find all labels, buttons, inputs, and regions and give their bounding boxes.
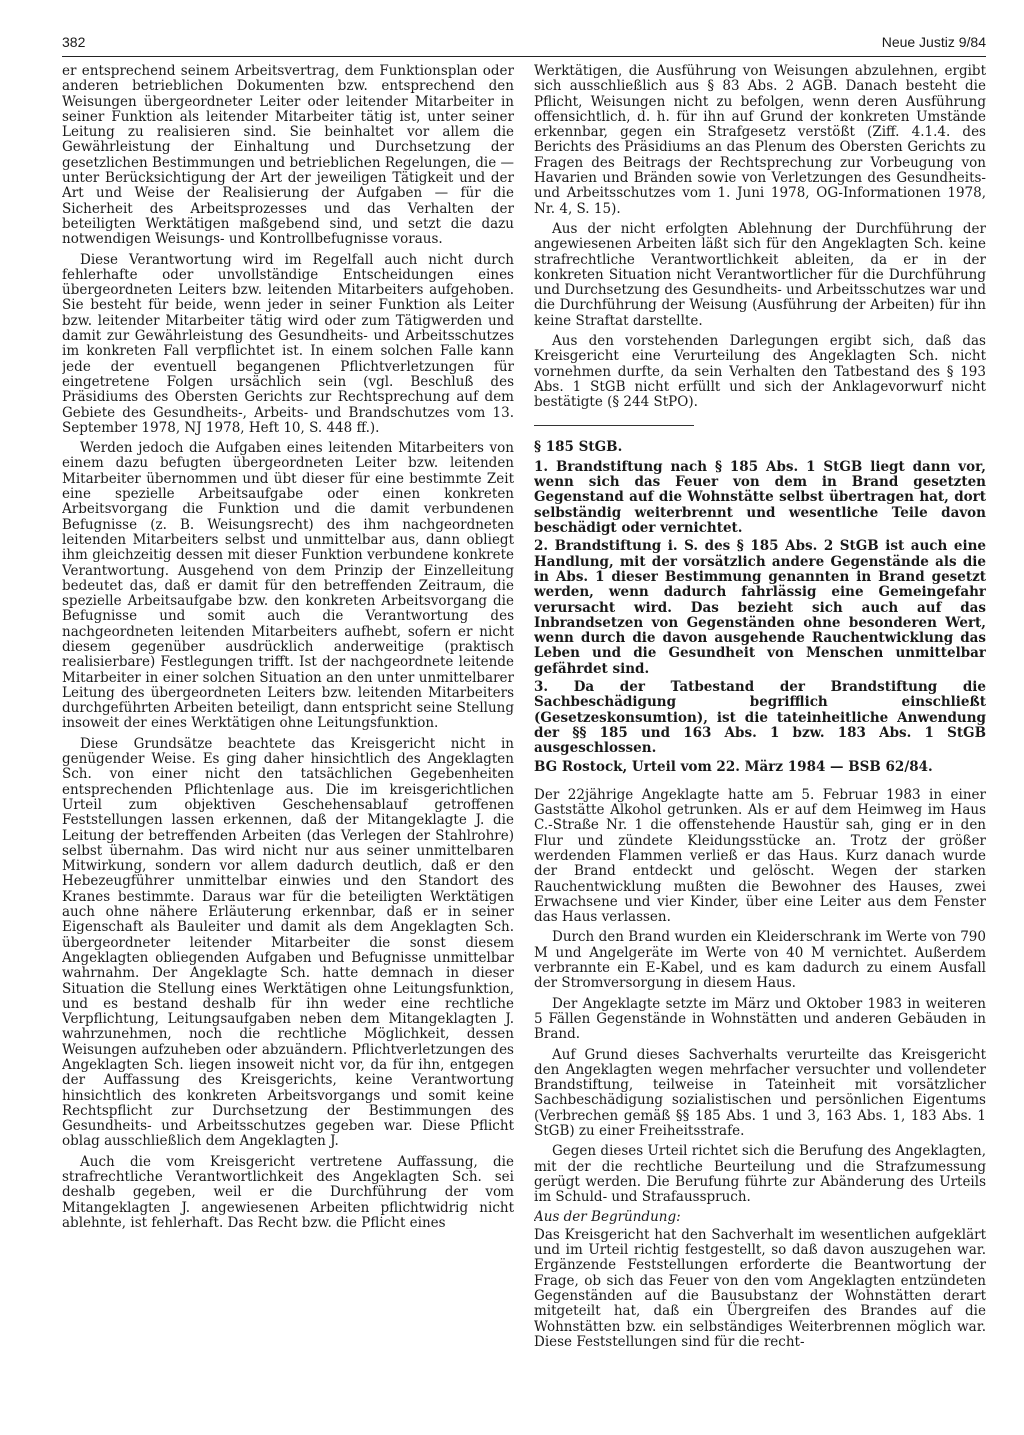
paragraph: Der Angeklagte setzte im März und Oktober 1983 in weiteren 5 Fällen Gegenstände in Wohnstätten und anderen Gebäuden in Brand. [534, 995, 986, 1043]
paragraph: Gegen dieses Urteil richtet sich die Berufung des Angeklagten, mit der die rechtliche Beurteilung und die Strafzumessung gerügt werden. Die Berufung führte zur Abänderung des Urteils im Schuld- und Strafausspruch. [534, 1143, 986, 1206]
page-number: 382 [62, 34, 86, 50]
headnote: 1. Brandstiftung nach § 185 Abs. 1 StGB liegt dann vor, wenn sich das Feuer von dem in Brand gesetzten Gegenstand auf die Wohnstätte selbst übertragen hat, dort selbständig weiterbrennt und wesentliche Teile davon beschädigt oder vernichtet. [534, 458, 986, 537]
paragraph: Aus der nicht erfolgten Ablehnung der Durchführung der angewiesenen Arbeiten läßt sich für den Angeklagten Sch. keine strafrechtliche Verantwortlichkeit ableiten, da er in der konkreten Situation nicht Verantwortlicher für die Durchführung und Durchsetzung des Gesundheits- und Arbeitsschutzes war und die Durchführung der Weisung (Ausführung der Arbeiten) für ihn keine Straftat darstellte. [534, 220, 986, 329]
section-divider [534, 425, 694, 426]
right-column [534, 64, 986, 1394]
paragraph: Diese Grundsätze beachtete das Kreisgericht nicht in genügender Weise. Es ging daher hinsichtlich des Angeklagten Sch. von einer nicht den tatsächlichen Gegebenheiten entsprechenden Pflichtenlage aus. Die im kreisgerichtlichen Urteil zum objektiven Geschehensablauf getroffenen Feststellungen lassen erkennen, daß der Mitangeklagte J. die Leitung der betreffenden Arbeiten (das Verlegen der Stahlrohre) selbst übernahm. Das wird nicht nur aus seiner unmittelbaren Mitwirkung, sondern vor allem dadurch deutlich, daß er den Hebezeugführer unmittelbar einwies und den Standort des Kranes bestimmte. Daraus war für die beteiligten Werktätigen auch ohne nähere Erläuterung erkennbar, daß er in seiner Eigenschaft als Bauleiter und damit als dem Angeklagten Sch. übergeordneter leitender Mitarbeiter die sonst diesem Angeklagten obliegenden Aufgaben und Befugnisse unmittelbar wahrnahm. Der Angeklagte Sch. hatte demnach in dieser Situation die Stellung eines Werktätigen ohne Leitungsfunktion, und es bestand deshalb für ihn weder eine rechtliche Verpflichtung, Leitungsaufgaben neben dem Mitangeklagten J. wahrzunehmen, noch die rechtliche Möglichkeit, dessen Weisungen aufzuheben oder abzuändern. Pflichtverletzungen des Angeklagten Sch. liegen insoweit nicht vor, da für ihn, entgegen der Auffassung des Kreisgerichts, keine Verantwortung hinsichtlich des konkreten Arbeitsvorgangs und somit keine Rechtspflicht zur Durchsetzung der Bestimmungen des Gesundheits- und Arbeitsschutzes gegeben war. Diese Pflicht oblag ausschließlich dem Angeklagten J. [62, 735, 514, 1150]
reasons-heading: Aus der Begründung: [534, 1209, 681, 1226]
paragraph: Werden jedoch die Aufgaben eines leitenden Mitarbeiters von einem dazu befugten übergeordneten Leiter bzw. leitenden Mitarbeiter übernommen und übt dieser für eine bestimmte Zeit eine spezielle Arbeitsaufgabe oder einen konkreten Arbeitsvorgang die Funktion und die damit verbundenen Befugnisse (z. B. Weisungsrecht) des ihm nachgeordneten leitenden Mitarbeiters selbst und unmittelbar aus, dann obliegt ihm gleichzeitig dessen mit dieser Funktion verbundene konkrete Verantwortung. Ausgehend von dem Prinzip der Einzelleitung bedeutet das, daß er damit für den betreffenden Zeitraum, die spezielle Arbeitsaufgabe bzw. den konkreten Arbeitsvorgang die Befugnisse und somit auch die Verantwortung des nachgeordneten leitenden Mitarbeiters aufhebt, sofern er nicht diesem gegenüber ausdrücklich anderweitige (praktisch realisierbare) Festlegungen trifft. Ist der nachgeordnete leitende Mitarbeiter in einer solchen Situation an den unter unmittelbarer Leitung des übergeordneten Leiters bzw. leitenden Mitarbeiters durchgeführten Arbeiten beteiligt, dann entspricht seine Stellung insoweit der eines Werktätigen ohne Leitungsfunktion. [62, 440, 514, 732]
left-column [62, 64, 514, 1394]
paragraph: Aus den vorstehenden Darlegungen ergibt sich, daß das Kreisgericht eine Verurteilung des Angeklagten Sch. nicht vornehmen durfte, da sein Verhalten den Tatbestand des § 193 Abs. 1 StGB nicht erfüllt und sich der Anklagevorwurf nicht bestätigte (§ 244 StPO). [534, 333, 986, 411]
paragraph: er entsprechend seinem Arbeitsvertrag, dem Funktionsplan oder anderen betrieblichen Dokumenten bzw. entsprechend den Weisungen übergeordneter Leiter oder leitender Mitarbeiter in seiner Funktion als leitender Mitarbeiter tätig ist, unter seiner Leitung zu realisieren sind. Sie beinhaltet vor allem die Gewährleistung der Einhaltung und Durchsetzung der gesetzlichen Bestimmungen und betrieblichen Regelungen, die — unter Berücksichtigung der Art der jeweiligen Tätigkeit und der Art und Weise der Realisierung der Aufgaben — für die Sicherheit des Arbeitsprozesses und das Verhalten der beteiligten Werktätigen maßgebend sind, und setzt die dazu notwendigen Weisungs- und Kontrollbefugnisse voraus. [62, 64, 514, 248]
headnote: 3. Da der Tatbestand der Brandstiftung die Sachbeschädigung begrifflich einschließt (Gesetzeskonsumtion), ist die tateinheitliche Anwendung der §§ 185 und 163 Abs. 1 bzw. 183 Abs. 1 StGB ausgeschlossen. [534, 678, 986, 757]
paragraph: Das Kreisgericht hat den Sachverhalt im wesentlichen aufgeklärt und im Urteil richtig festgestellt, so daß davon auszugehen war. Ergänzende Feststellungen erforderte die Beantwortung der Frage, ob sich das Feuer von den vom Angeklagten entzündeten Gegenständen auf die Bausubstanz der Wohnstätten derart mitgeteilt hat, daß ein Übergreifen des Brandes auf die Wohnstätten bzw. ein selbständiges Weiterbrennen möglich war. Diese Feststellungen sind für die recht- [534, 1226, 986, 1350]
headnote-title: § 185 StGB. [534, 438, 623, 455]
paragraph: Werktätigen, die Ausführung von Weisungen abzulehnen, ergibt sich ausschließlich aus § 83 Abs. 2 AGB. Danach besteht die Pflicht, Weisungen nicht zu befolgen, wenn deren Ausführung offensichtlich, d. h. für ihn auf Grund der konkreten Umstände erkennbar, gegen ein Strafgesetz verstößt (Ziff. 4.1.4. des Berichts des Präsidiums an das Plenum des Obersten Gerichts zu Fragen des Beitrags der Rechtsprechung zur Vorbeugung von Havarien und Bränden sowie von Verletzungen des Gesundheits- und Arbeitsschutzes vom 1. Juni 1978, OG-Informationen 1978, Nr. 4, S. 15). [534, 64, 986, 217]
paragraph: Der 22jährige Angeklagte hatte am 5. Februar 1983 in einer Gaststätte Alkohol getrunken. Als er auf dem Heimweg im Haus C.-Straße Nr. 1 die offenstehende Haustür sah, ging er in den Flur und zündete Kleidungsstücke an. Trotz der größer werdenden Flammen verließ er das Haus. Kurz danach wurde der Brand entdeckt und gelöscht. Wegen der starken Rauchentwicklung mußten die Bewohner des Hauses, zwei Erwachsene und vier Kinder, über eine Leiter aus dem Fenster das Haus verlassen. [534, 786, 986, 926]
journal-title: Neue Justiz 9/84 [881, 34, 986, 50]
paragraph: Auch die vom Kreisgericht vertretene Auffassung, die strafrechtliche Verantwortlichkeit des Angeklagten Sch. sei deshalb gegeben, weil er die Durchführung der vom Mitangeklagten J. angewiesenen Arbeiten pflichtwidrig nicht ablehnte, ist fehlerhaft. Das Recht bzw. die Pflicht eines [62, 1153, 514, 1231]
paragraph: Auf Grund dieses Sachverhalts verurteilte das Kreisgericht den Angeklagten wegen mehrfacher versuchter und vollendeter Brandstiftung, teilweise in Tateinheit mit vorsätzlicher Sachbeschädigung sozialistischen und persönlichen Eigentums (Verbrechen gemäß §§ 185 Abs. 1 und 3, 163 Abs. 1, 183 Abs. 1 StGB) zu einer Freiheitsstrafe. [534, 1046, 986, 1139]
paragraph: Diese Verantwortung wird im Regelfall auch nicht durch fehlerhafte oder unvollständige Entscheidungen eines übergeordneten Leiters bzw. leitenden Mitarbeiters aufgehoben. Sie besteht für beide, wenn jeder in seiner Funktion als Leiter bzw. leitender Mitarbeiter tätig wird oder zum Tätigwerden und damit zur Gewährleistung des Gesundheits- und Arbeitsschutzes im konkreten Fall verpflichtet ist. In einem solchen Falle kann jede der eventuell begangenen Pflichtverletzungen für eingetretene Folgen ursächlich sein (vgl. Beschluß des Präsidiums des Obersten Gerichts zur Rechtsprechung auf dem Gebiete des Gesundheits-, Arbeits- und Brandschutzes vom 13. September 1978, NJ 1978, Heft 10, S. 448 ff.). [62, 251, 514, 436]
page-header [62, 32, 986, 57]
court-citation: BG Rostock, Urteil vom 22. März 1984 — BSB 62/84. [534, 759, 933, 776]
paragraph: Durch den Brand wurden ein Kleiderschrank im Werte von 790 M und Angelgeräte im Werte von 40 M vernichtet. Außerdem verbrannte ein E-Kabel, und es kam dadurch zu einem Ausfall der Stromversorgung in diesem Haus. [534, 929, 986, 992]
headnote: 2. Brandstiftung i. S. des § 185 Abs. 2 StGB ist auch eine Handlung, mit der vorsätzlich andere Gegenstände als die in Abs. 1 dieser Bestimmung genannten in Brand gesetzt werden, wenn dadurch fahrlässig eine Gemeingefahr verursacht wird. Das bezieht sich auch auf das Inbrandsetzen von Gegenständen ohne besonderen Wert, wenn durch die davon ausgehende Rauchentwicklung das Leben und die Gesundheit von Menschen unmittelbar gefährdet sind. [534, 538, 986, 677]
